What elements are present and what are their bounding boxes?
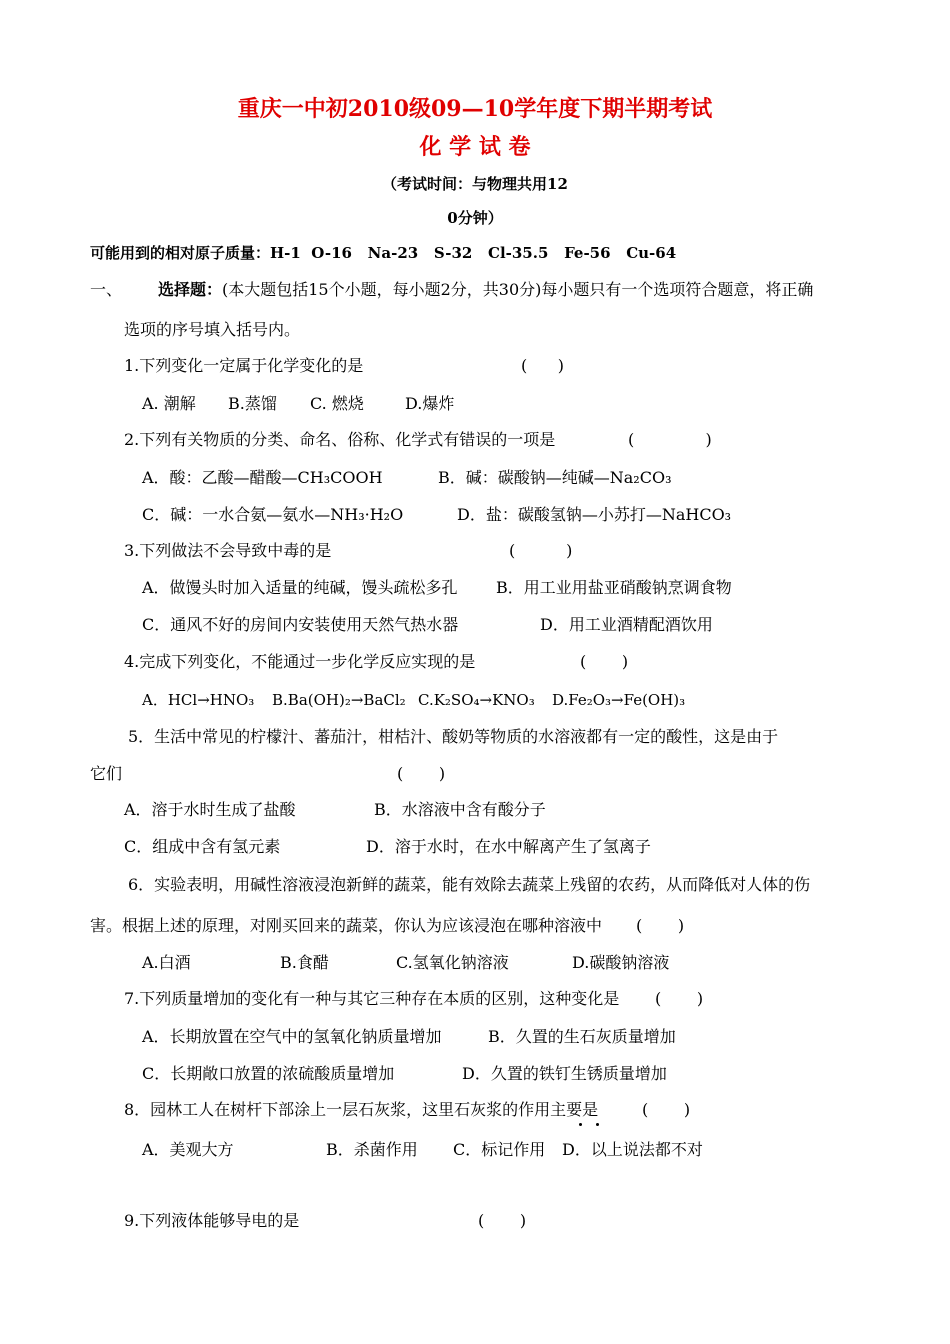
answer-blank[interactable]: ( ) [636,916,685,935]
option-b[interactable]: B．碱：碳酸钠—纯碱—Na₂CO₃ [438,468,672,487]
option-c[interactable]: C.氢氧化钠溶液 [396,953,509,972]
question-stem: 8．园林工人在树杆下部涂上一层石灰浆，这里石灰浆的作用主要是 [124,1100,599,1119]
question-stem: 1.下列变化一定属于化学变化的是 [124,356,364,375]
option-d[interactable]: D．溶于水时，在水中解离产生了氢离子 [366,837,651,856]
question-options [0,800,950,820]
question-options [0,394,950,414]
question-stem: 2.下列有关物质的分类、命名、俗称、化学式有错误的一项是 [124,430,556,449]
question-options [0,505,950,525]
emphasis-dot [596,1123,599,1126]
question-stem: 6．实验表明，用碱性溶液浸泡新鲜的蔬菜，能有效除去蔬菜上残留的农药，从而降低对人体的伤 [128,875,811,894]
answer-blank[interactable]: ( ) [509,541,573,560]
option-a[interactable]: A．做馒头时加入适量的纯碱，馒头疏松多孔 [142,578,458,597]
section-number: 一、 [90,280,123,299]
option-a[interactable]: A．长期放置在空气中的氢氧化钠质量增加 [142,1027,442,1046]
section-label: 选择题： [158,280,223,299]
option-c[interactable]: C. 燃烧 [310,394,364,413]
question-options [0,468,950,488]
question-stem: 5．生活中常见的柠檬汁、蕃茄汁，柑桔汁、酸奶等物质的水溶液都有一定的酸性，这是由于 [128,727,779,746]
question-stem: 4.完成下列变化，不能通过一步化学反应实现的是 [124,652,476,671]
option-b[interactable]: B．杀菌作用 [326,1140,418,1159]
option-d[interactable]: D.碳酸钠溶液 [572,953,670,972]
option-a[interactable]: A．溶于水时生成了盐酸 [124,800,296,819]
option-a[interactable]: A．美观大方 [142,1140,234,1159]
question-stem: 9.下列液体能够导电的是 [124,1211,300,1230]
option-c[interactable]: C．标记作用 [453,1140,546,1159]
option-a[interactable]: A. 潮解 [142,394,196,413]
option-a[interactable]: A.白酒 [142,953,191,972]
section-instruction-cont: 选项的序号填入括号内。 [124,320,301,339]
answer-blank[interactable]: ( ) [628,430,712,449]
paper-subtitle: 化 学 试 卷 [419,134,531,160]
option-b[interactable]: B．水溶液中含有酸分子 [374,800,546,819]
question-options [0,953,950,973]
section-instruction: (本大题包括15个小题，每小题2分，共30分)每小题只有一个选项符合题意，将正确 [222,280,814,299]
question-stem: 3.下列做法不会导致中毒的是 [124,541,332,560]
answer-blank[interactable]: ( ) [580,652,629,671]
option-d[interactable]: D．以上说法都不对 [562,1140,703,1159]
option-a[interactable]: A．酸：乙酸—醋酸—CH₃COOH [142,468,383,487]
option-b[interactable]: B．久置的生石灰质量增加 [488,1027,676,1046]
option-b[interactable]: B.蒸馏 [228,394,277,413]
question-options [0,837,950,857]
option-c[interactable]: C．长期敞口放置的浓硫酸质量增加 [142,1064,395,1083]
option-d[interactable]: D.Fe₂O₃→Fe(OH)₃ [552,691,686,709]
option-b[interactable]: B．用工业用盐亚硝酸钠烹调食物 [496,578,732,597]
answer-blank[interactable]: ( ) [642,1100,691,1119]
question-options [0,1027,950,1047]
option-b[interactable]: B.食醋 [280,953,329,972]
answer-blank[interactable]: ( ) [655,989,704,1008]
atomic-masses: 可能用到的相对原子质量：H-1 O-16 Na-23 S-32 Cl-35.5 Fe-56 Cu-64 [90,244,677,262]
question-options [0,1140,950,1160]
option-d[interactable]: D．盐：碳酸氢钠—小苏打—NaHCO₃ [457,505,732,524]
answer-blank[interactable]: ( ) [478,1211,527,1230]
emphasis-dot [579,1123,582,1126]
option-c[interactable]: C.K₂SO₄→KNO₃ [418,691,535,709]
question-stem-cont: 它们 [90,764,123,783]
question-stem: 7.下列质量增加的变化有一种与其它三种存在本质的区别，这种变化是 [124,989,620,1008]
exam-time-line1: （考试时间：与物理共用12 [382,175,568,193]
option-b[interactable]: B.Ba(OH)₂→BaCl₂ [272,691,406,709]
question-options [0,578,950,598]
answer-blank[interactable]: ( ) [521,356,564,375]
option-c[interactable]: C．通风不好的房间内安装使用天然气热水器 [142,615,459,634]
option-a[interactable]: A．HCl→HNO₃ [142,691,255,709]
option-d[interactable]: D．用工业酒精配酒饮用 [540,615,713,634]
option-c[interactable]: C．碱：一水合氨—氨水—NH₃·H₂O [142,505,404,524]
option-c[interactable]: C．组成中含有氢元素 [124,837,281,856]
answer-blank[interactable]: ( ) [397,764,446,783]
question-options [0,1064,950,1084]
option-d[interactable]: D.爆炸 [405,394,455,413]
question-stem-cont: 害。根据上述的原理，对刚买回来的蔬菜，你认为应该浸泡在哪种溶液中 [90,916,603,935]
question-options [0,615,950,635]
exam-time-line2: 0分钟） [447,209,503,227]
exam-title: 重庆一中初2010级09—10学年度下期半期考试 [237,96,713,122]
option-d[interactable]: D．久置的铁钉生锈质量增加 [462,1064,667,1083]
question-options [0,690,950,710]
